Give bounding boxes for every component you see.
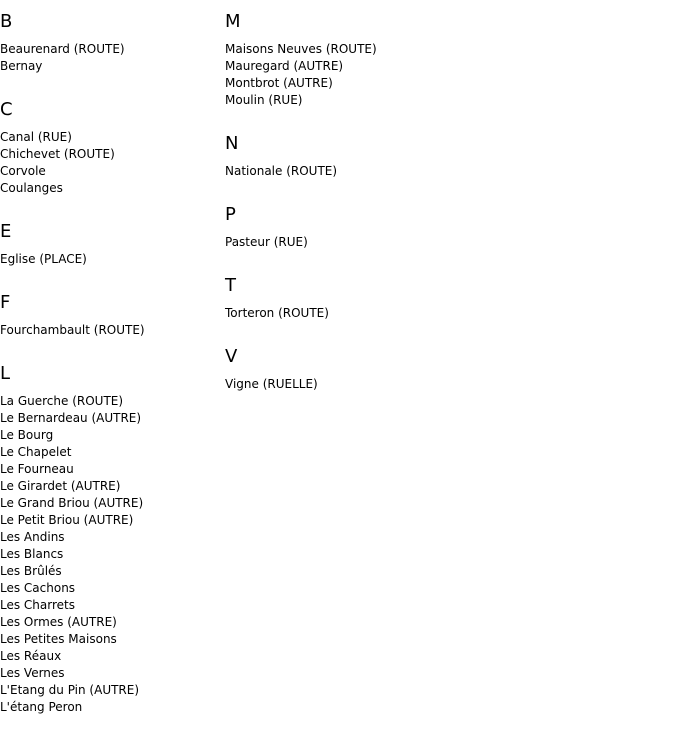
letter-section-t — [225, 264, 645, 335]
street-item[interactable]: Les Blancs — [0, 547, 64, 561]
street-item[interactable]: Nationale (ROUTE) — [225, 164, 338, 178]
letter-section-n — [225, 122, 645, 193]
street-list — [225, 297, 645, 335]
letter-section-p — [225, 193, 645, 264]
street-item[interactable]: Fourchambault (ROUTE) — [0, 323, 145, 337]
street-item[interactable]: Bernay — [0, 59, 43, 73]
letter-section-m — [225, 0, 645, 122]
letter-section-l — [0, 352, 220, 729]
street-item[interactable]: Torteron (ROUTE) — [225, 306, 329, 320]
street-list — [225, 226, 645, 264]
section-letter: P — [225, 204, 236, 225]
street-item[interactable]: Maisons Neuves (ROUTE) — [225, 42, 377, 56]
street-item[interactable]: Beaurenard (ROUTE) — [0, 42, 125, 56]
section-letter: B — [0, 11, 13, 32]
street-item[interactable]: Le Fourneau — [0, 462, 74, 476]
section-letter: V — [225, 346, 238, 367]
street-item[interactable]: Les Cachons — [0, 581, 76, 595]
street-list — [0, 33, 220, 88]
street-item[interactable]: Le Petit Briou (AUTRE) — [0, 513, 134, 527]
street-index-column-right — [225, 0, 645, 406]
street-list — [225, 33, 645, 122]
street-list — [0, 385, 220, 729]
street-item[interactable]: Montbrot (AUTRE) — [225, 76, 333, 90]
street-item[interactable]: Mauregard (AUTRE) — [225, 59, 344, 73]
section-letter: E — [0, 221, 12, 242]
section-letter: C — [0, 99, 13, 120]
section-letter: N — [225, 133, 239, 154]
street-item[interactable]: Le Chapelet — [0, 445, 72, 459]
street-item[interactable]: Chichevet (ROUTE) — [0, 147, 115, 161]
street-item[interactable]: La Guerche (ROUTE) — [0, 394, 124, 408]
street-list — [0, 314, 220, 352]
letter-section-v — [225, 335, 645, 406]
street-item[interactable]: Corvole — [0, 164, 46, 178]
street-item[interactable]: Les Réaux — [0, 649, 62, 663]
street-item[interactable]: Canal (RUE) — [0, 130, 72, 144]
street-item[interactable]: Le Bernardeau (AUTRE) — [0, 411, 142, 425]
letter-section-c — [0, 88, 220, 210]
street-index-column-left — [0, 0, 220, 729]
letter-section-b — [0, 0, 220, 88]
street-item[interactable]: L'étang Peron — [0, 700, 83, 714]
street-list — [225, 368, 645, 406]
street-item[interactable]: Les Vernes — [0, 666, 65, 680]
street-item[interactable]: Coulanges — [0, 181, 63, 195]
street-list — [0, 121, 220, 210]
street-item[interactable]: Eglise (PLACE) — [0, 252, 87, 266]
street-item[interactable]: Les Charrets — [0, 598, 75, 612]
street-item[interactable]: L'Etang du Pin (AUTRE) — [0, 683, 140, 697]
street-list — [0, 243, 220, 281]
street-item[interactable]: Moulin (RUE) — [225, 93, 303, 107]
section-letter: M — [225, 11, 241, 32]
street-item[interactable]: Les Petites Maisons — [0, 632, 117, 646]
street-item[interactable]: Les Andins — [0, 530, 65, 544]
street-item[interactable]: Pasteur (RUE) — [225, 235, 308, 249]
street-list — [225, 155, 645, 193]
street-item[interactable]: Les Brûlés — [0, 564, 62, 578]
street-item[interactable]: Le Girardet (AUTRE) — [0, 479, 121, 493]
section-letter: L — [0, 363, 11, 384]
section-letter: T — [225, 275, 236, 296]
letter-section-f — [0, 281, 220, 352]
section-letter: F — [0, 292, 11, 313]
street-item[interactable]: Le Grand Briou (AUTRE) — [0, 496, 144, 510]
street-item[interactable]: Vigne (RUELLE) — [225, 377, 318, 391]
street-item[interactable]: Les Ormes (AUTRE) — [0, 615, 117, 629]
street-item[interactable]: Le Bourg — [0, 428, 54, 442]
letter-section-e — [0, 210, 220, 281]
